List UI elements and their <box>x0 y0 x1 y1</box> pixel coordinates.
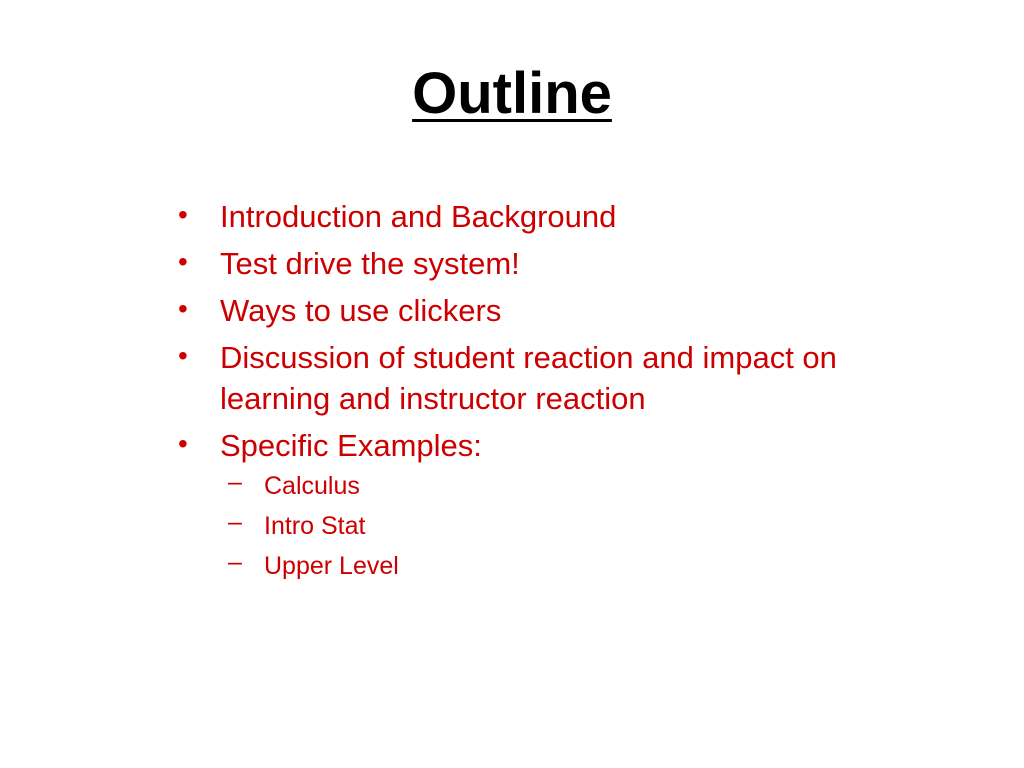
bullet-item <box>178 243 878 284</box>
sub-bullet-text: Calculus <box>264 472 360 500</box>
bullet-text: Specific Examples: <box>220 428 482 463</box>
sub-bullet-item <box>220 549 878 583</box>
bullet-item <box>178 196 878 237</box>
bullet-list <box>178 196 878 589</box>
dash-marker: – <box>228 468 242 496</box>
bullet-text: Discussion of student reaction and impact on learning and instructor reaction <box>220 340 837 416</box>
bullet-text: Test drive the system! <box>220 246 520 281</box>
sub-bullet-text: Intro Stat <box>264 512 366 540</box>
bullet-marker: • <box>178 199 188 230</box>
bullet-item <box>178 290 878 331</box>
dash-marker: – <box>228 508 242 536</box>
slide-title-text: Outline <box>412 61 612 126</box>
bullet-item <box>178 337 878 419</box>
bullet-marker: • <box>178 428 188 459</box>
bullet-marker: • <box>178 293 188 324</box>
slide-title <box>0 58 1024 130</box>
sub-bullet-list <box>220 469 878 583</box>
dash-marker: – <box>228 548 242 576</box>
bullet-text: Ways to use clickers <box>220 293 502 328</box>
sub-bullet-item <box>220 469 878 503</box>
sub-bullet-text: Upper Level <box>264 552 399 580</box>
sub-bullet-item <box>220 509 878 543</box>
bullet-text: Introduction and Background <box>220 199 617 234</box>
bullet-marker: • <box>178 340 188 371</box>
bullet-marker: • <box>178 246 188 277</box>
bullet-item <box>178 425 878 583</box>
